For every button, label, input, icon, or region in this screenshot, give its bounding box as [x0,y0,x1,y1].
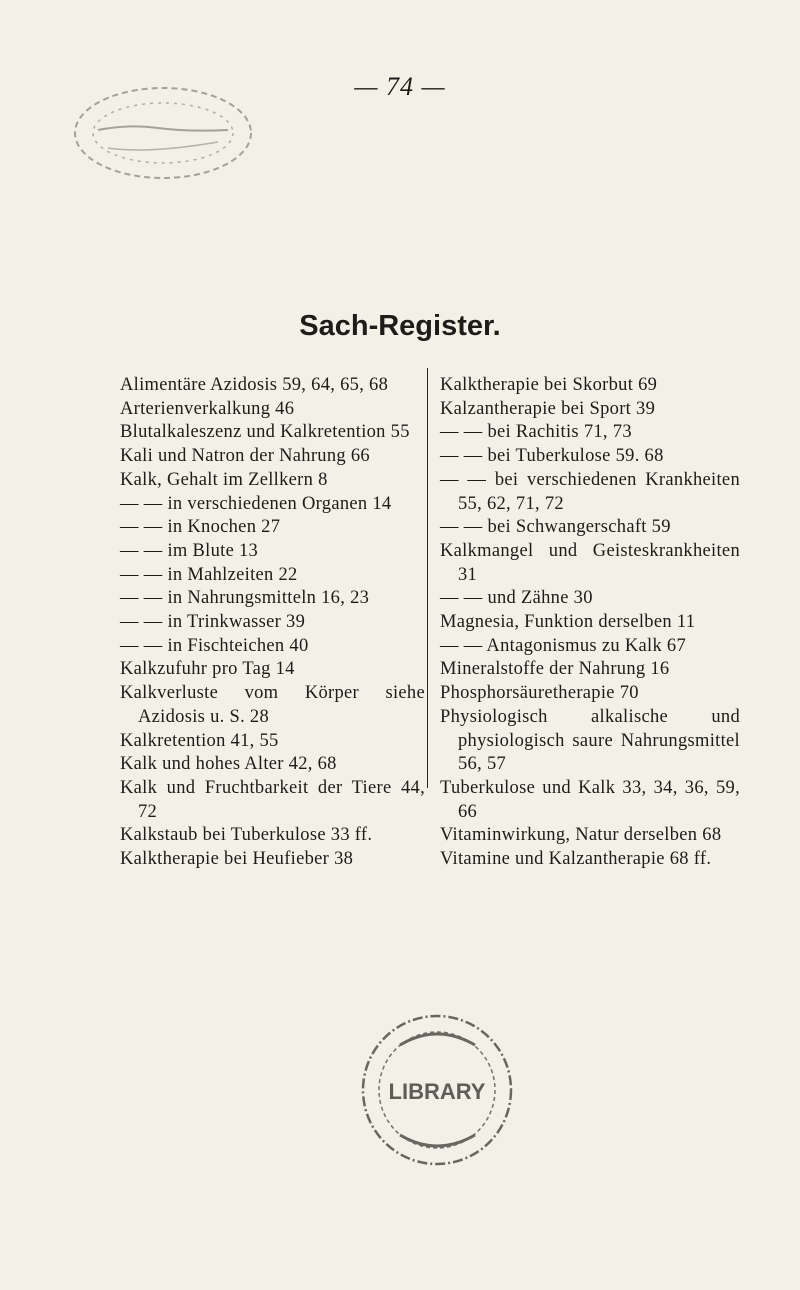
index-entry: Kalktherapie bei Skorbut 69 [440,375,658,395]
index-entry: Magnesia, Funktion derselben 11 [440,612,696,633]
index-column-right [440,374,740,872]
index-entry: Phosphorsäuretherapie 70 [440,683,639,704]
page-number: — 74 — [354,72,446,101]
index-entry: — — bei verschiedenen Krankheiten 55, 62, 71, 72 [440,469,740,514]
index-column-left [120,374,425,872]
index-entry: — — Antagonismus zu Kalk 67 [440,635,687,656]
page-title: Sach-Register. [299,310,501,342]
index-entry: — — in Nahrungsmitteln 16, 23 [120,588,370,609]
index-entry: Kalkmangel und Geisteskrankheiten 31 [440,540,740,585]
index-entry: Blutalkaleszenz und Kalkretention 55 [120,422,410,443]
index-entry: — — bei Tuberkulose 59. 68 [440,446,664,467]
index-entry: Tuberkulose und Kalk 33, 34, 36, 59, 66 [440,777,740,822]
index-entry: Vitaminwirkung, Natur derselben 68 [440,825,722,846]
index-entry: Kalk, Gehalt im Zellkern 8 [120,469,328,490]
index-entry: Kalk und hohes Alter 42, 68 [120,754,337,775]
index-entry: Alimentäre Azidosis 59, 64, 65, 68 [120,375,389,395]
index-entry: Kali und Natron der Nahrung 66 [120,446,370,467]
index-entry: — — in Fischteichen 40 [120,635,309,656]
index-entry: Kalktherapie bei Heufieber 38 [120,849,354,870]
index-entry: Kalkverluste vom Körper siehe Azidosis u. S. 28 [120,683,425,727]
library-seal-text: LIBRARY [388,1079,486,1104]
index-entry: — — bei Schwangerschaft 59 [440,517,671,538]
index-entry: Vitamine und Kalzantherapie 68 ff. [440,849,712,870]
index-entry: — — in verschiedenen Organen 14 [120,493,392,514]
index-entry: Kalzantherapie bei Sport 39 [440,398,656,419]
index-entry: — — bei Rachitis 71, 73 [440,422,632,443]
index-entry: — — in Knochen 27 [120,517,281,538]
column-divider [427,368,428,788]
index-entry: Physiologisch alkalische und physiologisch saure Nahrungsmittel 56, 57 [440,706,740,775]
index-entry: Kalkstaub bei Tuberkulose 33 ff. [120,825,373,846]
index-entry: — — in Mahlzeiten 22 [120,564,298,585]
index-entry: Mineralstoffe der Nahrung 16 [440,659,670,680]
index-entry: — — im Blute 13 [120,540,259,561]
index-entry: — — und Zähne 30 [440,588,593,609]
library-seal-icon [355,1005,520,1175]
index-entry: — — in Trinkwasser 39 [120,612,306,633]
index-entry: Kalkretention 41, 55 [120,730,279,751]
index-entry: Kalkzufuhr pro Tag 14 [120,659,295,680]
index-entry: Kalk und Fruchtbarkeit der Tiere 44, 72 [120,777,425,822]
index-entry: Arterienverkalkung 46 [120,398,295,419]
